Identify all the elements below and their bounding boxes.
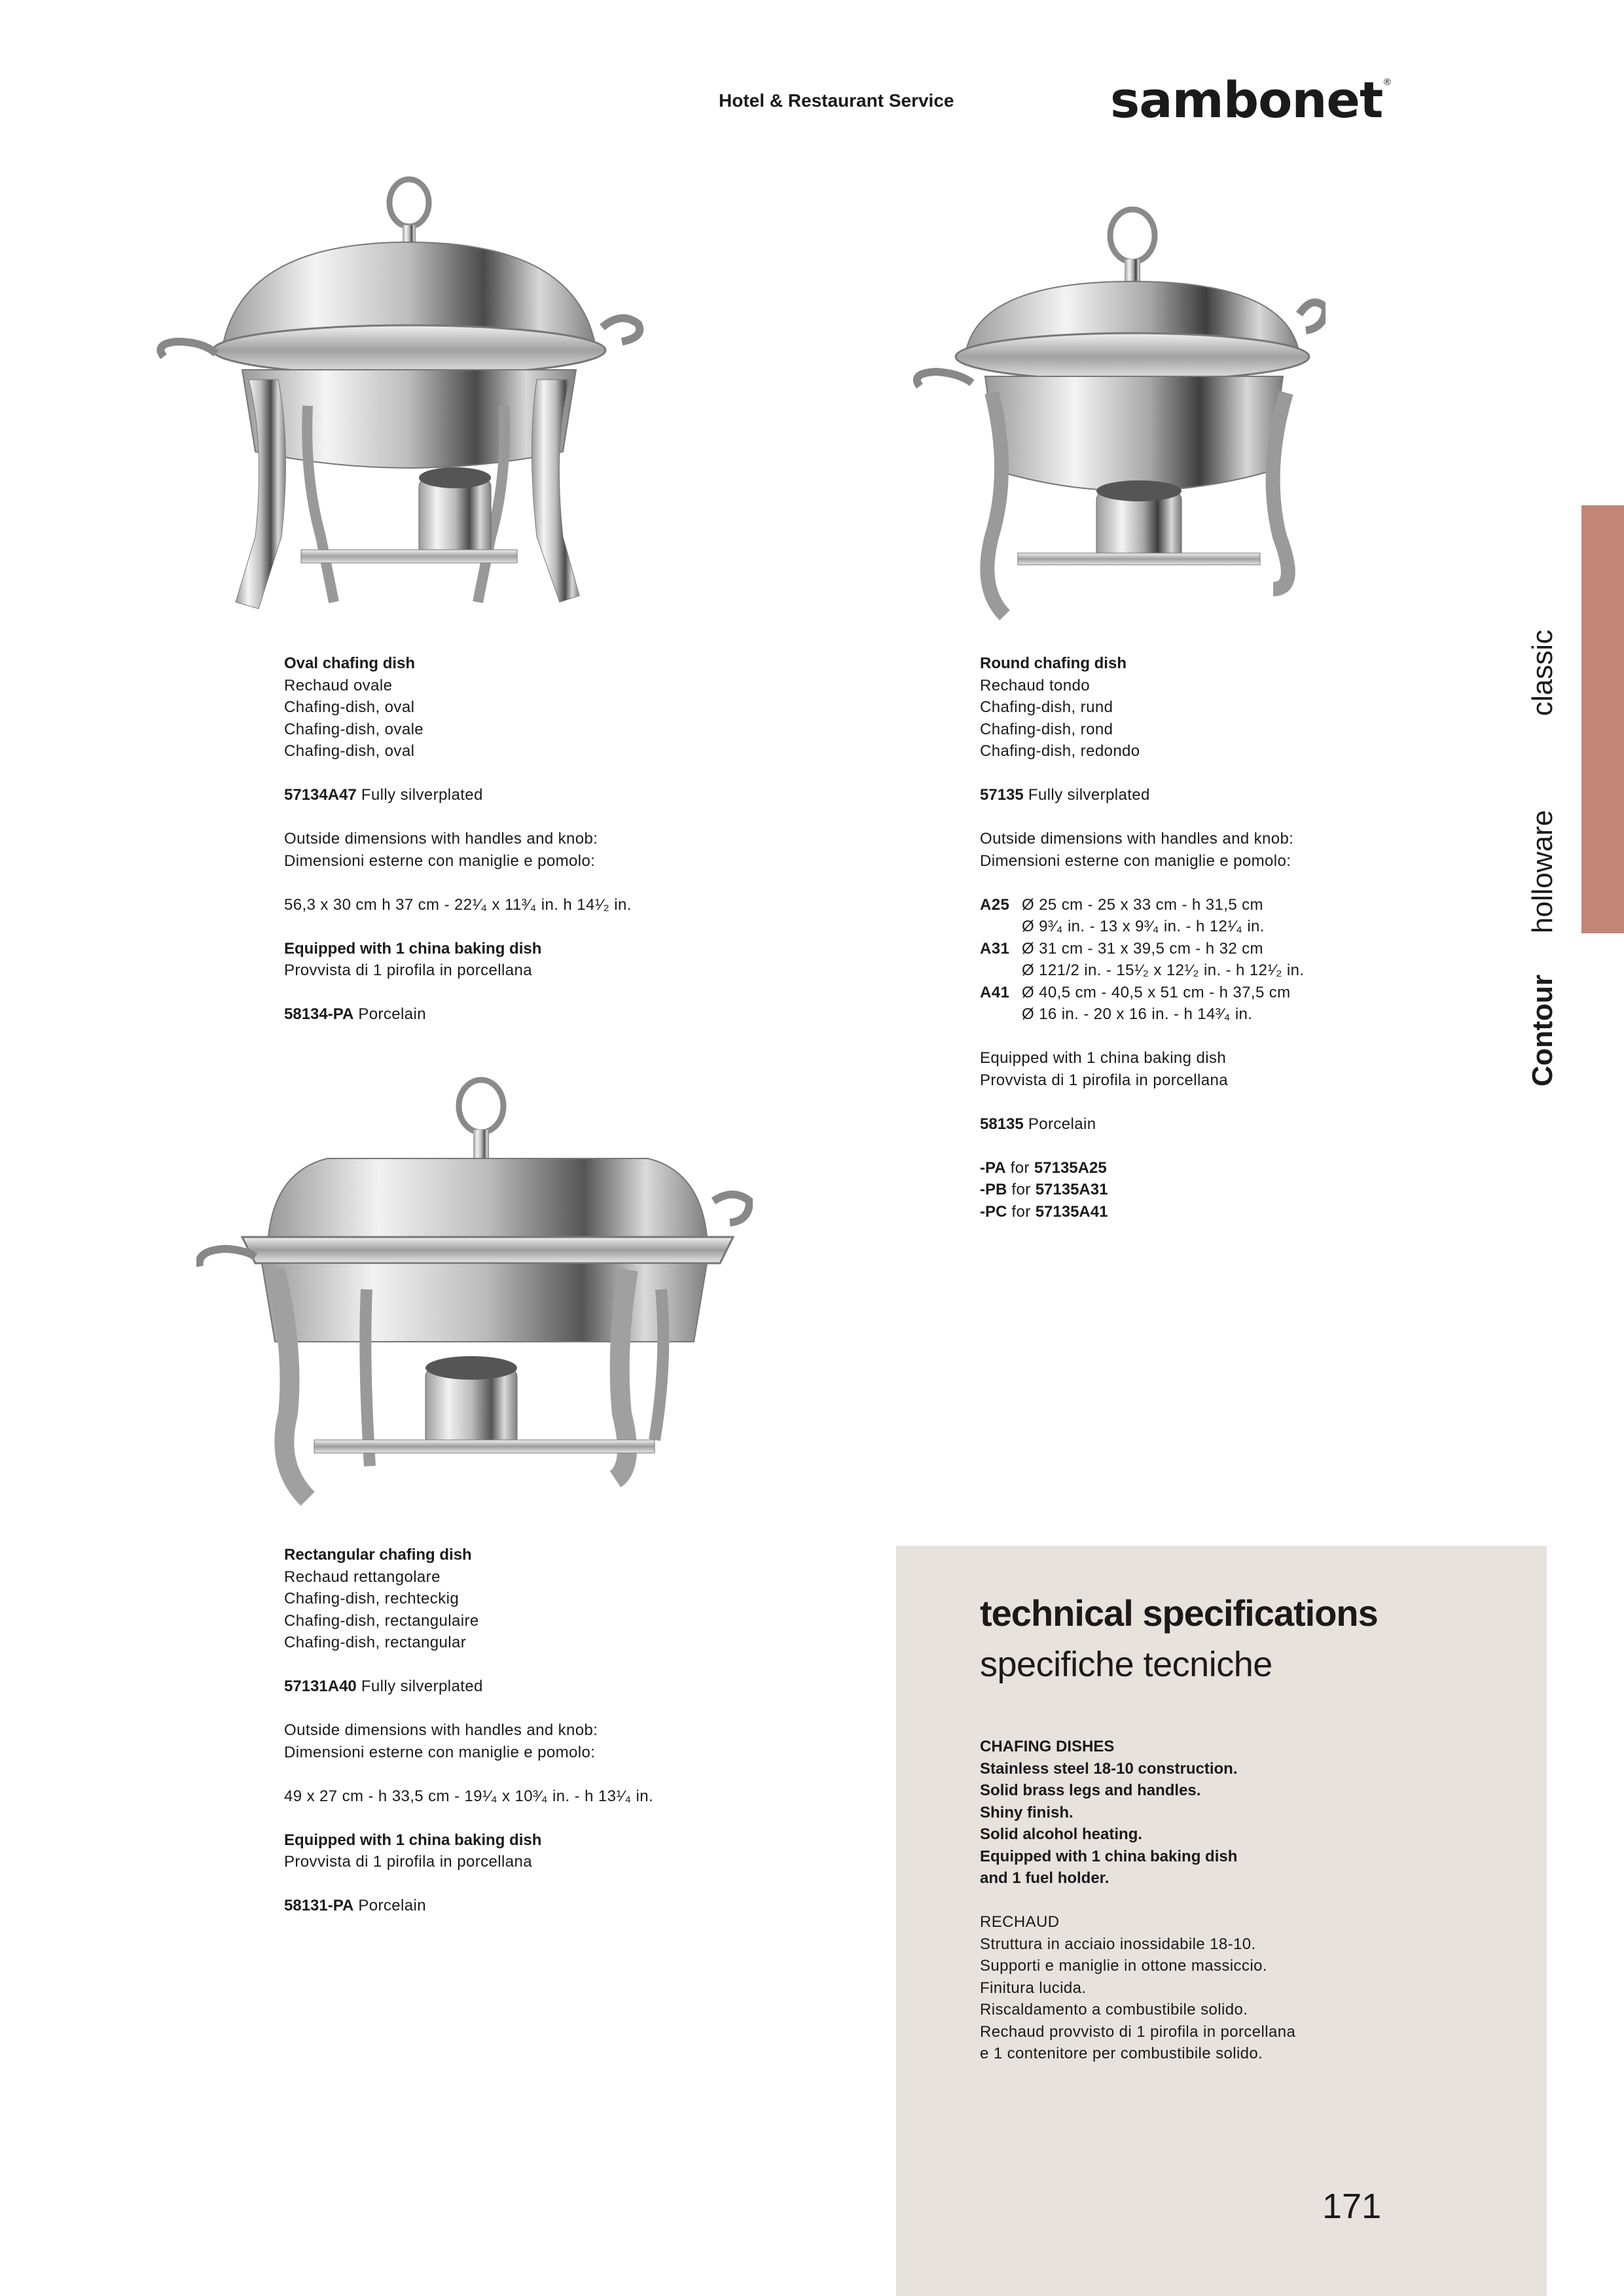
oval-line-1: Rechaud ovale [284, 676, 393, 694]
rect-line-12 [284, 1807, 653, 1829]
rect-line-9: Dimensioni esterne con maniglie e pomolo: [284, 1743, 596, 1761]
round-bottom-line-2: Provvista di 1 pirofila in porcellana [980, 1071, 1228, 1089]
rect-line-8: Outside dimensions with handles and knob: [284, 1721, 598, 1739]
rect-line-2: Chafing-dish, rechteckig [284, 1590, 460, 1607]
round-line-9: Dimensioni esterne con maniglie e pomolo: [980, 852, 1291, 870]
round-chafing-dish-details [980, 653, 1304, 1223]
oval-line-13: Equipped with 1 china baking dish [284, 939, 542, 958]
rect-line-0: Rectangular chafing dish [284, 1546, 472, 1564]
round-bottom-line-0 [980, 1026, 1304, 1048]
side-label-classic: classic [1526, 629, 1559, 716]
spec-title: technical specifications [980, 1592, 1378, 1634]
rectangular-chafing-dish-image [196, 1073, 753, 1525]
oval-line-3: Chafing-dish, ovale [284, 720, 424, 738]
round-line-10 [980, 872, 1304, 894]
rectangular-chafing-dish-details [284, 1544, 653, 1917]
round-line-6: 57135 Fully silverplated [980, 786, 1150, 804]
oval-line-12 [284, 916, 632, 938]
oval-line-15 [284, 982, 632, 1004]
rect-line-16: 58131-PA Porcelain [284, 1897, 427, 1914]
spec-it-line: e 1 contenitore per combustibile solido. [980, 2045, 1263, 2062]
brand-logo [1110, 71, 1391, 129]
round-line-3: Chafing-dish, rond [980, 720, 1113, 738]
spec-english [980, 1736, 1237, 1890]
spec-it-line: Rechaud provvisto di 1 pirofila in porcellana [980, 2022, 1296, 2041]
spec-en-line: and 1 fuel holder. [980, 1869, 1110, 1887]
oval-line-6: 57134A47 Fully silverplated [284, 786, 483, 804]
side-label-holloware: holloware [1526, 810, 1559, 933]
size-row: Ø 16 in. - 20 x 16 in. - h 14³⁄₄ in. [1022, 1005, 1253, 1023]
spec-en-line: Shiny finish. [980, 1803, 1074, 1821]
round-line-1: Rechaud tondo [980, 676, 1090, 694]
oval-line-4: Chafing-dish, oval [284, 742, 415, 760]
rect-line-10 [284, 1763, 653, 1785]
oval-line-2: Chafing-dish, oval [284, 698, 415, 716]
rect-line-11: 49 x 27 cm - h 33,5 cm - 19¹⁄₄ x 10³⁄₄ in. - h 13¹⁄₄ in. [284, 1787, 654, 1805]
spec-en-line: Equipped with 1 china baking dish [980, 1847, 1238, 1865]
rect-line-14: Provvista di 1 pirofila in porcellana [284, 1853, 532, 1871]
oval-line-11: 56,3 x 30 cm h 37 cm - 22¹⁄₄ x 11³⁄₄ in. h 14¹⁄₂ in. [284, 895, 632, 914]
side-label-contour: Contour [1526, 974, 1559, 1086]
rect-line-1: Rechaud rettangolare [284, 1568, 441, 1586]
rect-line-3: Chafing-dish, rectangulaire [284, 1611, 479, 1630]
spec-subtitle: specifiche tecniche [980, 1645, 1272, 1684]
oval-chafing-dish-image [151, 170, 648, 628]
round-bottom-line-1: Equipped with 1 china baking dish [980, 1049, 1227, 1067]
round-line-2: Chafing-dish, rund [980, 698, 1113, 716]
rect-line-7 [284, 1698, 653, 1720]
round-size-table [980, 894, 1304, 1026]
side-accent-bar [1581, 505, 1624, 933]
rect-line-13: Equipped with 1 china baking dish [284, 1831, 542, 1849]
round-line-7 [980, 806, 1304, 829]
round-bottom-line-3 [980, 1091, 1304, 1113]
rect-line-4: Chafing-dish, rectangular [284, 1634, 467, 1651]
round-variant-pc: -PC for 57135A41 [980, 1202, 1108, 1221]
oval-chafing-dish-details [284, 653, 632, 1026]
rect-line-6: 57131A40 Fully silverplated [284, 1677, 483, 1695]
oval-line-8: Outside dimensions with handles and knob: [284, 830, 598, 848]
brand-name: sambonet [1110, 71, 1383, 129]
spec-en-line: Stainless steel 18-10 construction. [980, 1759, 1238, 1778]
size-row: Ø 121/2 in. - 15¹⁄₂ x 12¹⁄₂ in. - h 12¹⁄₂ in. [1022, 961, 1305, 979]
oval-line-10 [284, 872, 632, 894]
page-number: 171 [1322, 2187, 1382, 2226]
oval-line-7 [284, 806, 632, 829]
oval-line-0: Oval chafing dish [284, 655, 416, 672]
spec-it-line: Struttura in acciaio inossidabile 18-10. [980, 1935, 1256, 1953]
oval-line-14: Provvista di 1 pirofila in porcellana [284, 961, 532, 979]
round-variant-pa: -PA for 57135A25 [980, 1158, 1107, 1177]
size-row: A41 Ø 40,5 cm - 40,5 x 51 cm - h 37,5 cm [980, 983, 1291, 1001]
round-chafing-dish-image [907, 196, 1326, 628]
header-title: Hotel & Restaurant Service [719, 90, 954, 111]
spec-en-line: Solid alcohol heating. [980, 1825, 1143, 1843]
oval-line-9: Dimensioni esterne con maniglie e pomolo: [284, 852, 596, 870]
spec-italian [980, 1911, 1295, 2065]
spec-it-line: Riscaldamento a combustibile solido. [980, 2001, 1248, 2018]
round-line-8: Outside dimensions with handles and knob: [980, 830, 1294, 848]
registered-mark: ® [1382, 77, 1392, 88]
round-line-5 [980, 762, 1304, 785]
rect-line-5 [284, 1654, 653, 1676]
spec-it-line: RECHAUD [980, 1913, 1060, 1931]
round-line-4: Chafing-dish, redondo [980, 742, 1140, 760]
oval-line-5 [284, 762, 632, 785]
spec-it-line: Supporti e maniglie in ottone massiccio. [980, 1957, 1267, 1975]
round-bottom-line-4: 58135 Porcelain [980, 1115, 1096, 1133]
size-row: A31 Ø 31 cm - 31 x 39,5 cm - h 32 cm [980, 939, 1263, 958]
size-row: Ø 9³⁄₄ in. - 13 x 9³⁄₄ in. - h 12¹⁄₄ in. [1022, 918, 1265, 935]
round-variant-pb: -PB for 57135A31 [980, 1181, 1108, 1198]
size-row: A25 Ø 25 cm - 25 x 33 cm - h 31,5 cm [980, 895, 1263, 914]
round-line-0: Round chafing dish [980, 655, 1127, 672]
spec-en-line: Solid brass legs and handles. [980, 1782, 1201, 1799]
oval-line-16: 58134-PA Porcelain [284, 1005, 427, 1023]
rect-line-15 [284, 1873, 653, 1895]
spec-en-line: CHAFING DISHES [980, 1738, 1115, 1755]
round-bottom-line-5 [980, 1135, 1304, 1157]
spec-it-line: Finitura lucida. [980, 1979, 1087, 1997]
